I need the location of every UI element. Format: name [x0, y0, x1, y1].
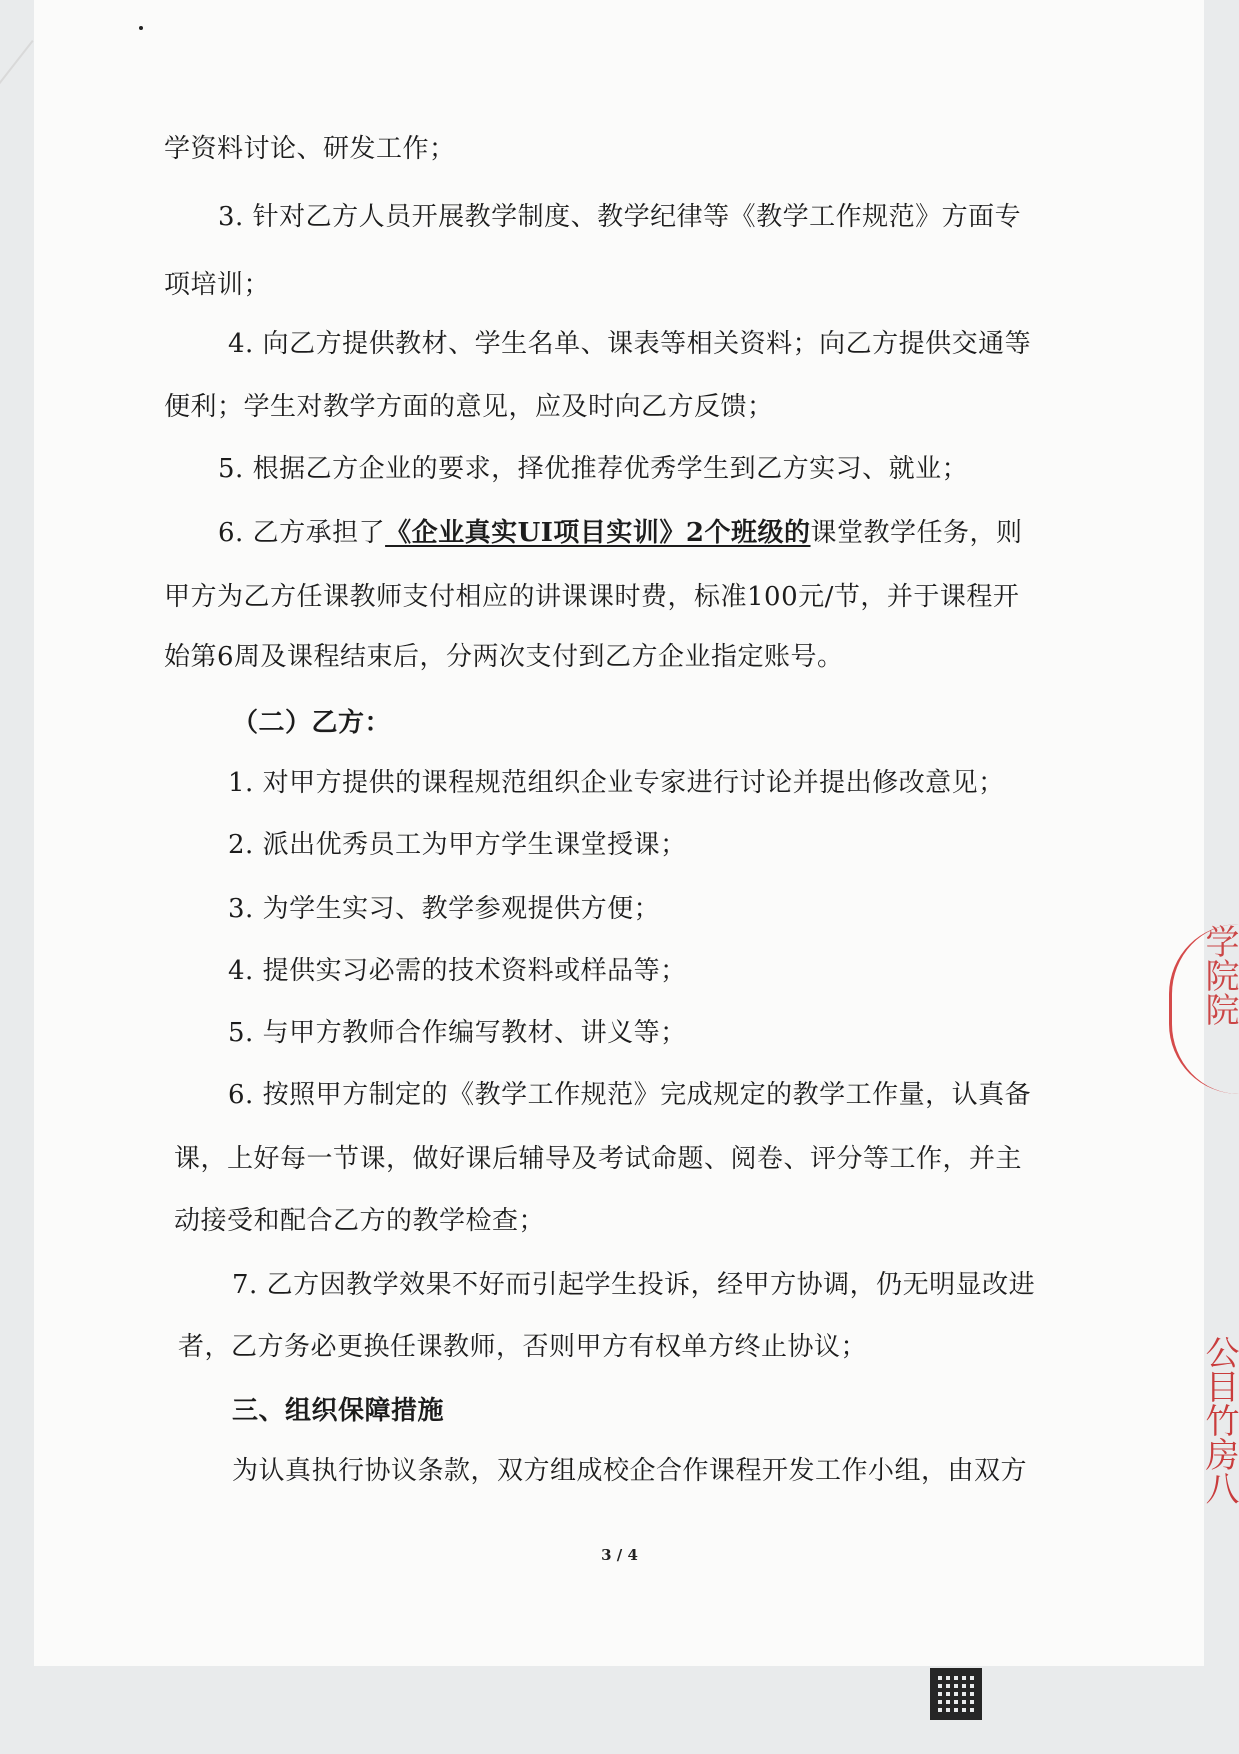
red-seal-stamp-partial: 公目竹房八	[1199, 1335, 1239, 1505]
text-line-13: 4. 提供实习必需的技术资料或样品等；	[228, 956, 687, 986]
text-line-16: 课，上好每一节课，做好课后辅导及考试命题、阅卷、评分等工作，并主	[174, 1144, 1023, 1174]
text-line-7	[218, 512, 1023, 549]
text-line-5: 便利；学生对教学方面的意见，应及时向乙方反馈；	[164, 392, 774, 422]
text-line-14: 5. 与甲方教师合作编写教材、讲义等；	[228, 1018, 687, 1048]
page-number: 3 / 4	[601, 1546, 638, 1564]
qr-code-icon	[930, 1668, 982, 1720]
text-line-15: 6. 按照甲方制定的《教学工作规范》完成规定的教学工作量，认真备	[228, 1080, 1032, 1110]
text-line-10: 1. 对甲方提供的课程规范组织企业专家进行讨论并提出修改意见；	[228, 768, 1005, 798]
underlined-course-name: 《企业真实UI项目实训》2个班级的	[385, 518, 811, 548]
text-line-11: 2. 派出优秀员工为甲方学生课堂授课；	[228, 830, 687, 860]
text-line-3: 项培训；	[164, 270, 271, 300]
text-line-17: 动接受和配合乙方的教学检查；	[174, 1206, 546, 1236]
text-line-2: 3. 针对乙方人员开展教学制度、教学纪律等《教学工作规范》方面专	[218, 202, 1022, 232]
scan-artifact-line	[0, 40, 34, 120]
section-heading-organization: 三、组织保障措施	[232, 1396, 445, 1426]
text-line-20: 为认真执行协议条款，双方组成校企合作课程开发工作小组，由双方	[232, 1456, 1028, 1486]
text-line-9: 始第6周及课程结束后，分两次支付到乙方企业指定账号。	[164, 642, 844, 672]
text-line-6: 5. 根据乙方企业的要求，择优推荐优秀学生到乙方实习、就业；	[218, 454, 969, 484]
text-line-7-start: 6. 乙方承担了	[218, 518, 386, 548]
text-line-18: 7. 乙方因教学效果不好而引起学生投诉，经甲方协调，仍无明显改进	[232, 1270, 1036, 1300]
text-line-1: 学资料讨论、研发工作；	[164, 134, 456, 164]
text-line-12: 3. 为学生实习、教学参观提供方便；	[228, 894, 661, 924]
text-line-7-end: 课堂教学任务，则	[810, 518, 1023, 548]
text-line-4: 4. 向乙方提供教材、学生名单、课表等相关资料；向乙方提供交通等	[228, 329, 1032, 359]
text-line-19: 者，乙方务必更换任课教师，否则甲方有权单方终止协议；	[178, 1332, 868, 1362]
text-line-8: 甲方为乙方任课教师支付相应的讲课课时费，标准100元/节，并于课程开	[164, 582, 1020, 612]
section-heading-party-b: （二）乙方：	[232, 708, 392, 738]
scan-artifact-dot	[139, 26, 143, 30]
red-seal-stamp: 学院院	[1169, 924, 1239, 1094]
